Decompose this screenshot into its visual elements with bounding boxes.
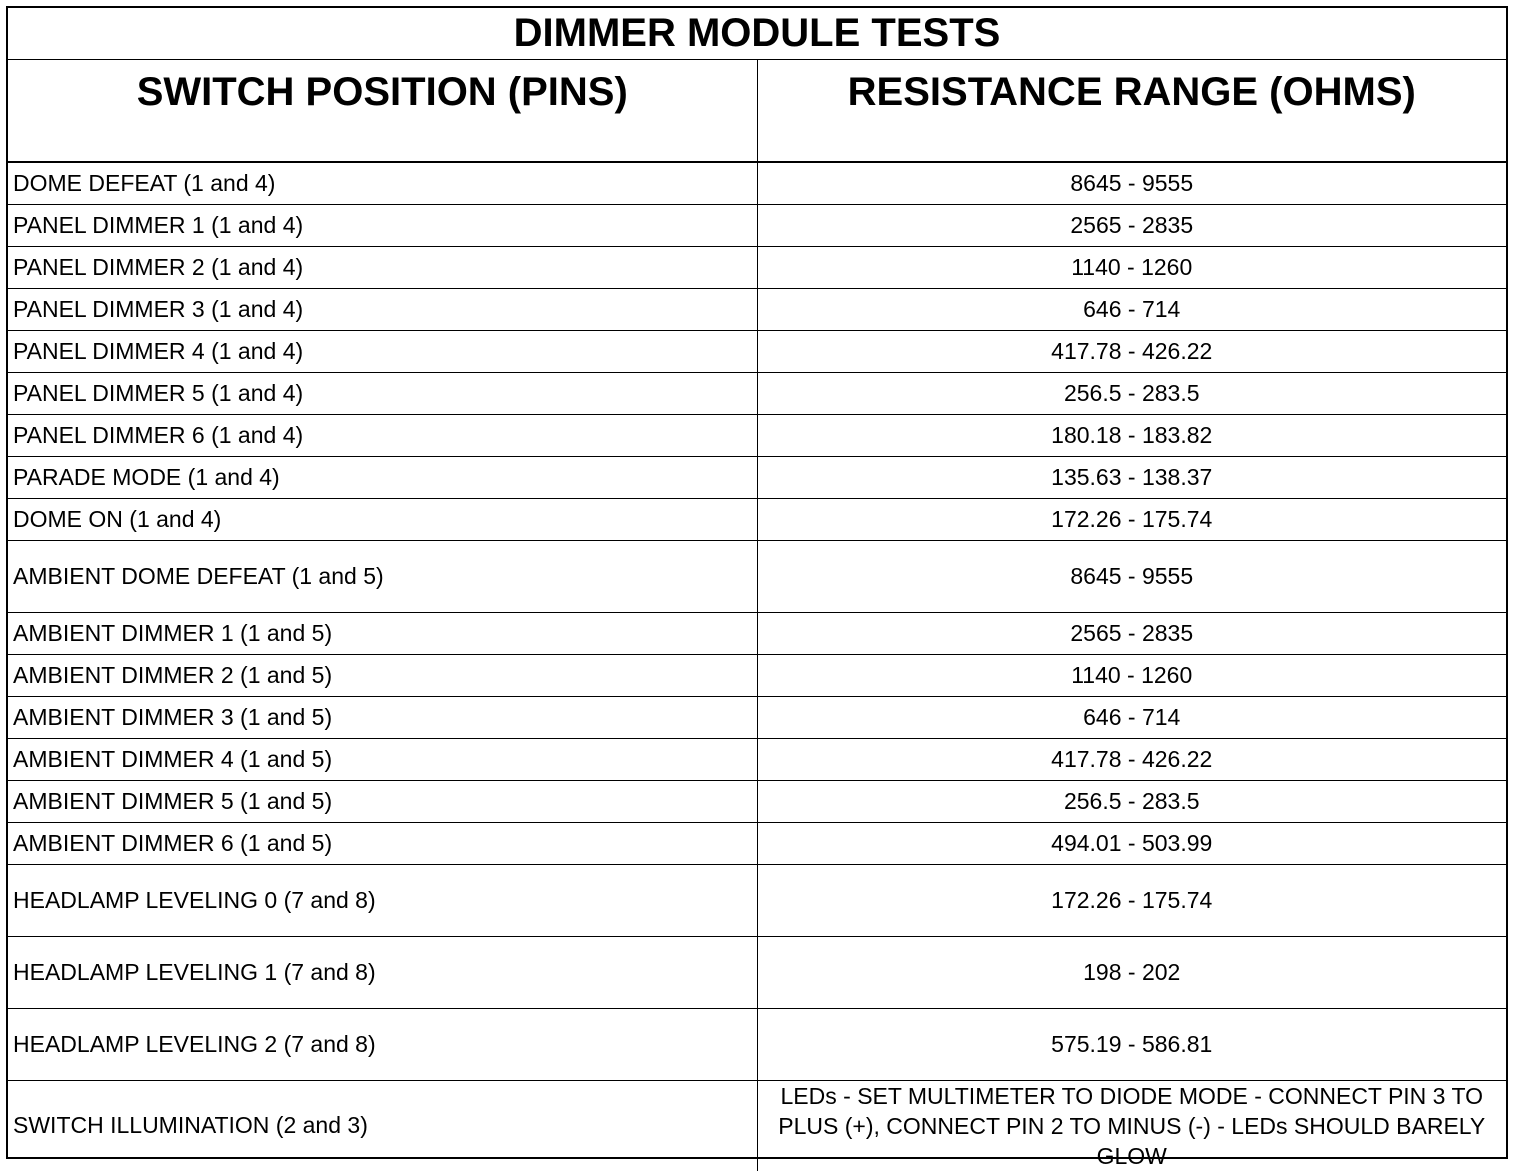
resistance-range-cell: 2565 - 2835 (757, 612, 1506, 654)
resistance-range-cell: 135.63 - 138.37 (757, 456, 1506, 498)
resistance-range-cell: 172.26 - 175.74 (757, 864, 1506, 936)
switch-position-cell: HEADLAMP LEVELING 2 (7 and 8) (8, 1008, 757, 1080)
switch-position-cell: PANEL DIMMER 4 (1 and 4) (8, 330, 757, 372)
resistance-range-cell: 180.18 - 183.82 (757, 414, 1506, 456)
table-row (8, 540, 1506, 612)
resistance-range-cell: 256.5 - 283.5 (757, 372, 1506, 414)
resistance-range-cell: 646 - 714 (757, 288, 1506, 330)
resistance-range-cell: 646 - 714 (757, 696, 1506, 738)
title-row (8, 8, 1506, 59)
column-header-resistance-range: RESISTANCE RANGE (OHMS) (757, 59, 1506, 162)
table-row (8, 780, 1506, 822)
table-row (8, 822, 1506, 864)
table-row (8, 204, 1506, 246)
resistance-range-cell: 1140 - 1260 (757, 246, 1506, 288)
table-row (8, 288, 1506, 330)
resistance-range-cell: 256.5 - 283.5 (757, 780, 1506, 822)
table-title: DIMMER MODULE TESTS (8, 8, 1506, 59)
table-row (8, 612, 1506, 654)
switch-position-cell: PANEL DIMMER 6 (1 and 4) (8, 414, 757, 456)
switch-position-cell: PARADE MODE (1 and 4) (8, 456, 757, 498)
switch-position-cell: AMBIENT DIMMER 3 (1 and 5) (8, 696, 757, 738)
resistance-range-cell: 8645 - 9555 (757, 162, 1506, 204)
table-row (8, 864, 1506, 936)
switch-position-cell: PANEL DIMMER 2 (1 and 4) (8, 246, 757, 288)
switch-position-cell: PANEL DIMMER 5 (1 and 4) (8, 372, 757, 414)
switch-position-cell: HEADLAMP LEVELING 0 (7 and 8) (8, 864, 757, 936)
switch-position-cell: DOME DEFEAT (1 and 4) (8, 162, 757, 204)
table-row (8, 162, 1506, 204)
table-row (8, 456, 1506, 498)
switch-position-cell: AMBIENT DIMMER 5 (1 and 5) (8, 780, 757, 822)
table-row (8, 1080, 1506, 1171)
table-row (8, 936, 1506, 1008)
table-row (8, 498, 1506, 540)
table-row (8, 414, 1506, 456)
table-row (8, 330, 1506, 372)
table-row (8, 696, 1506, 738)
switch-position-cell: PANEL DIMMER 1 (1 and 4) (8, 204, 757, 246)
resistance-range-cell: 417.78 - 426.22 (757, 330, 1506, 372)
switch-position-cell: PANEL DIMMER 3 (1 and 4) (8, 288, 757, 330)
resistance-range-cell: LEDs - SET MULTIMETER TO DIODE MODE - CONNECT PIN 3 TO PLUS (+), CONNECT PIN 2 TO MINUS (-) - LEDs SHOULD BARELY GLOW (757, 1080, 1506, 1171)
switch-position-cell: AMBIENT DIMMER 2 (1 and 5) (8, 654, 757, 696)
resistance-range-cell: 417.78 - 426.22 (757, 738, 1506, 780)
resistance-range-cell: 575.19 - 586.81 (757, 1008, 1506, 1080)
resistance-range-cell: 1140 - 1260 (757, 654, 1506, 696)
switch-position-cell: AMBIENT DIMMER 6 (1 and 5) (8, 822, 757, 864)
switch-position-cell: DOME ON (1 and 4) (8, 498, 757, 540)
dimmer-tests-table (8, 8, 1506, 1171)
switch-position-cell: AMBIENT DIMMER 1 (1 and 5) (8, 612, 757, 654)
resistance-range-cell: 8645 - 9555 (757, 540, 1506, 612)
switch-position-cell: AMBIENT DOME DEFEAT (1 and 5) (8, 540, 757, 612)
switch-position-cell: AMBIENT DIMMER 4 (1 and 5) (8, 738, 757, 780)
table-row (8, 654, 1506, 696)
resistance-range-cell: 172.26 - 175.74 (757, 498, 1506, 540)
table-row (8, 246, 1506, 288)
resistance-range-cell: 494.01 - 503.99 (757, 822, 1506, 864)
column-header-row (8, 59, 1506, 162)
table-row (8, 738, 1506, 780)
column-header-switch-position: SWITCH POSITION (PINS) (8, 59, 757, 162)
dimmer-module-tests-sheet (6, 6, 1508, 1169)
switch-position-cell: HEADLAMP LEVELING 1 (7 and 8) (8, 936, 757, 1008)
switch-position-cell: SWITCH ILLUMINATION (2 and 3) (8, 1080, 757, 1171)
table-row (8, 372, 1506, 414)
resistance-range-cell: 198 - 202 (757, 936, 1506, 1008)
resistance-range-cell: 2565 - 2835 (757, 204, 1506, 246)
table-row (8, 1008, 1506, 1080)
